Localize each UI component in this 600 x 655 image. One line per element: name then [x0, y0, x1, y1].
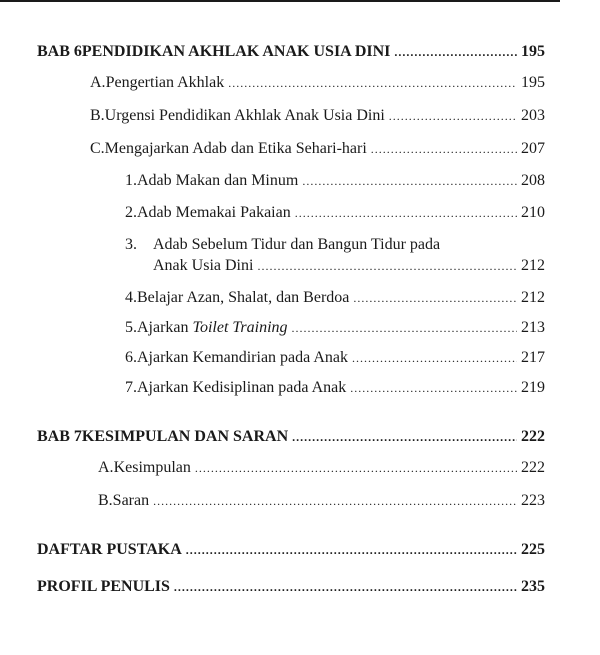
- item-title: Ajarkan Kemandirian pada Anak: [137, 349, 349, 366]
- page-number: 235: [521, 578, 545, 595]
- toc-entry-section: [98, 491, 545, 511]
- page-number: 212: [521, 257, 545, 274]
- toc-entry-item: [125, 171, 545, 191]
- section-title: Mengajarkan Adab dan Etika Sehari-hari: [104, 140, 367, 157]
- item-number: 6.: [125, 349, 137, 366]
- chapter-number: BAB 6: [37, 43, 82, 60]
- dot-leader: [371, 139, 517, 159]
- toc-entry-item: [125, 235, 545, 255]
- page-number: 222: [521, 459, 545, 476]
- item-number: 7.: [125, 379, 137, 396]
- dot-leader: [292, 427, 517, 447]
- toc-entry-section: [90, 73, 545, 93]
- item-title: Adab Sebelum Tidur dan Bangun Tidur pada: [153, 236, 441, 253]
- item-title: Ajarkan Kedisiplinan pada Anak: [137, 379, 347, 396]
- section-letter: B.: [90, 107, 105, 124]
- toc-entry-item: [125, 378, 545, 398]
- page-number: 219: [521, 379, 545, 396]
- dot-leader: [228, 73, 517, 93]
- dot-leader: [174, 577, 517, 597]
- section-title: Kesimpulan: [113, 459, 191, 476]
- entry-title: DAFTAR PUSTAKA: [37, 541, 182, 558]
- section-title: Urgensi Pendidikan Akhlak Anak Usia Dini: [104, 107, 385, 124]
- page-number: 222: [521, 428, 545, 445]
- section-letter: A.: [98, 459, 114, 476]
- page-number: 195: [521, 74, 545, 91]
- dot-leader: [292, 318, 517, 338]
- page-number: 208: [521, 172, 545, 189]
- item-number: 2.: [125, 204, 137, 221]
- dot-leader: [295, 203, 517, 223]
- page-number: 217: [521, 349, 545, 366]
- entry-title: PROFIL PENULIS: [37, 578, 170, 595]
- toc-entry-item: [125, 203, 545, 223]
- section-title: Pengertian Akhlak: [105, 74, 225, 91]
- item-number: 3.: [125, 236, 137, 253]
- dot-leader: [257, 256, 517, 276]
- dot-leader: [302, 171, 517, 191]
- toc-entry-daftar-pustaka: [37, 540, 545, 560]
- item-title: Adab Makan dan Minum: [137, 172, 299, 189]
- page-number: 223: [521, 492, 545, 509]
- item-title-continuation: Anak Usia Dini: [153, 257, 254, 274]
- section-title: Saran: [112, 492, 150, 509]
- toc-entry-profil-penulis: [37, 577, 545, 597]
- item-title: Belajar Azan, Shalat, dan Berdoa: [137, 289, 350, 306]
- dot-leader: [195, 458, 517, 478]
- dot-leader: [350, 378, 517, 398]
- page-number: 203: [521, 107, 545, 124]
- page-number: 195: [521, 43, 545, 60]
- chapter-number: BAB 7: [37, 428, 82, 445]
- toc-entry-bab6: [37, 42, 545, 62]
- toc-entry-item: [125, 348, 545, 368]
- page-number: 212: [521, 289, 545, 306]
- section-letter: C.: [90, 140, 105, 157]
- item-title: Adab Memakai Pakaian: [137, 204, 291, 221]
- dot-leader: [394, 42, 517, 62]
- section-letter: B.: [98, 492, 113, 509]
- item-title-prefix: Ajarkan: [137, 319, 193, 336]
- top-rule: [0, 0, 560, 2]
- toc-entry-section: [90, 106, 545, 126]
- toc-entry-bab7: [37, 427, 545, 447]
- section-letter: A.: [90, 74, 106, 91]
- chapter-title: PENDIDIKAN AKHLAK ANAK USIA DINI: [81, 43, 391, 60]
- item-number: 1.: [125, 172, 137, 189]
- toc-entry-item: [125, 318, 545, 338]
- item-title-italic: Toilet Training: [192, 319, 288, 336]
- page-number: 225: [521, 541, 545, 558]
- toc-entry-section: [98, 458, 545, 478]
- dot-leader: [353, 288, 517, 308]
- dot-leader: [352, 348, 517, 368]
- toc-entry-item: [125, 288, 545, 308]
- item-number: 5.: [125, 319, 137, 336]
- chapter-title: KESIMPULAN DAN SARAN: [81, 428, 289, 445]
- page-number: 213: [521, 319, 545, 336]
- toc-entry-item-continuation: [153, 256, 545, 276]
- item-number: 4.: [125, 289, 137, 306]
- dot-leader: [153, 491, 517, 511]
- page-number: 207: [521, 140, 545, 157]
- toc-entry-section: [90, 139, 545, 159]
- dot-leader: [186, 540, 517, 560]
- dot-leader: [389, 106, 517, 126]
- page-number: 210: [521, 204, 545, 221]
